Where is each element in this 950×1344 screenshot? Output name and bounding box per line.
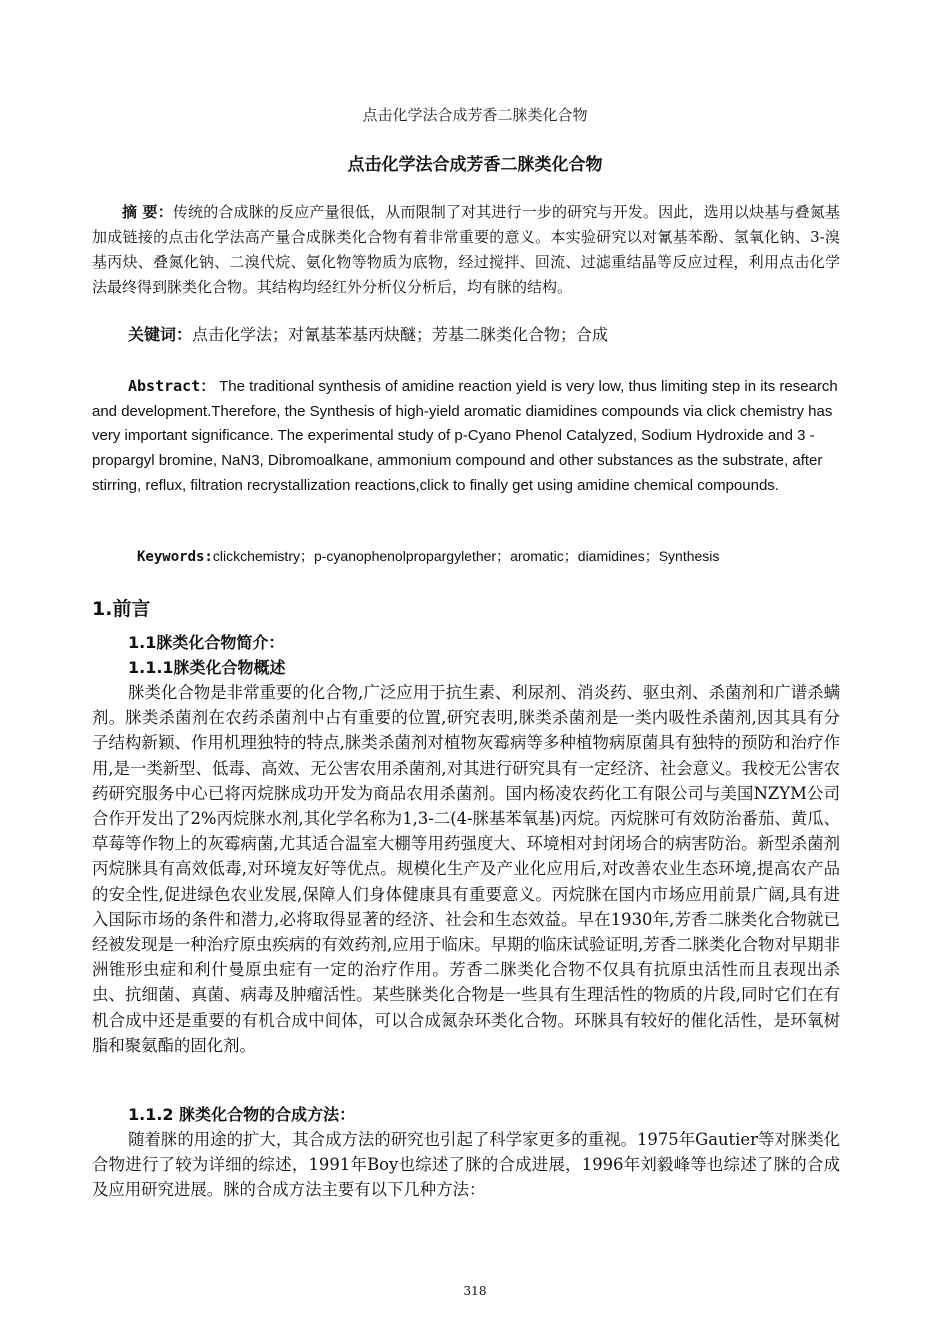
abstract-chinese — [92, 200, 840, 300]
page-number: 318 — [463, 1284, 487, 1298]
abstract-cn-label: 摘 要： — [122, 203, 173, 221]
abstract-en-label: Abstract： — [128, 377, 216, 395]
paragraph-1-1-1: 脒类化合物是非常重要的化合物,广泛应用于抗生素、利尿剂、消炎药、驱虫剂、杀菌剂和广谱杀螨剂。脒类杀菌剂在农药杀菌剂中占有重要的位置,研究表明,脒类杀菌剂是一类内吸性杀菌剂,因其具有分子结构新颖、作用机理独特的特点,脒类杀菌剂对植物灰霉病等多种植物病原菌具有独特的预防和治疗作用,是一类新型、低毒、高效、无公害农用杀菌剂,对其进行研究具有一定经济、社会意义。我校无公害农药研究服务中心已将丙烷脒成功开发为商品农用杀菌剂。国内杨凌农药化工有限公司与美国NZYM公司合作开发出了2%丙烷脒水剂,其化学名称为1,3-二(4-脒基苯氧基)丙烷。丙烷脒可有效防治番茄、黄瓜、草莓等作物上的灰霉病菌,尤其适合温室大棚等用药强度大、环境相对封闭场合的病害防治。新型杀菌剂丙烷脒具有高效低毒,对环境友好等优点。规模化生产及产业化应用后,对改善农业生态环境,提高农产品的安全性,促进绿色农业发展,保障人们身体健康具有重要意义。丙烷脒在国内市场应用前景广阔,具有进入国际市场的条件和潜力,必将取得显著的经济、社会和生态效益。早在1930年,芳香二脒类化合物就已经被发现是一种治疗原虫疾病的有效药剂,应用于临床。早期的临床试验证明,芳香二脒类化合物对早期非洲锥形虫症和利什曼原虫症有一定的治疗作用。芳香二脒类化合物不仅具有抗原虫活性而且表现出杀虫、抗细菌、真菌、病毒及肿瘤活性。某些脒类化合物是一些具有生理活性的物质的片段,同时它们在有机合成中还是重要的有机合成中间体，可以合成氮杂环类化合物。环脒具有较好的催化活性，是环氧树脂和聚氨酯的固化剂。 — [92, 683, 840, 1055]
running-head: 点击化学法合成芳香二脒类化合物 — [362, 106, 588, 124]
keywords-chinese — [128, 322, 848, 345]
keywords-en-text: clickchemistry；p-cyanophenolpropargylether；aromatic；diamidines；Synthesis — [212, 548, 720, 564]
section-heading-1: 1.前言 — [92, 598, 151, 620]
subsection-heading-1-1: 1.1脒类化合物简介： — [128, 633, 285, 652]
keywords-en-label: Keywords: — [137, 549, 213, 565]
keywords-cn-label: 关键词： — [128, 325, 193, 344]
keywords-english — [137, 546, 857, 566]
paper-title: 点击化学法合成芳香二脒类化合物 — [347, 155, 603, 175]
abstract-english — [92, 374, 840, 499]
subsection-heading-1-1-1: 1.1.1脒类化合物概述 — [128, 658, 286, 677]
keywords-cn-text: 点击化学法；对氰基苯基丙炔醚；芳基二脒类化合物；合成 — [192, 325, 609, 344]
abstract-cn-text: 传统的合成脒的反应产量很低，从而限制了对其进行一步的研究与开发。因此，选用以炔基与叠氮基加成链接的点击化学法高产量合成脒类化合物有着非常重要的意义。本实验研究以对氰基苯酚、氢氧化钠、3-溴基丙炔、叠氮化钠、二溴代烷、氨化物等物质为底物，经过搅拌、回流、过滤重结晶等反应过程，利用点击化学法最终得到脒类化合物。其结构均经红外分析仪分析后，均有脒的结构。 — [92, 203, 840, 296]
abstract-en-text: The traditional synthesis of amidine reaction yield is very low, thus limiting step in its research and development.Therefore, the Synthesis of high-yield aromatic diamidines compounds via click chemistry has very important significance. The experimental study of p-Cyano Phenol Catalyzed, Sodium Hydroxide and 3 - propargyl bromine, NaN3, Dibromoalkane, ammonium compound and other substances as the substrate, after stirring, reflux, filtration recrystallization reactions,click to finally get using amidine chemical compounds. — [92, 378, 838, 494]
subsection-heading-1-1-2: 1.1.2 脒类化合物的合成方法： — [128, 1105, 356, 1124]
paragraph-1-1-2: 随着脒的用途的扩大，其合成方法的研究也引起了科学家更多的重视。1975年Gautier等对脒类化合物进行了较为详细的综述，1991年Boy也综述了脒的合成进展，1996年刘毅峰等也综述了脒的合成及应用研究进展。脒的合成方法主要有以下几种方法： — [92, 1130, 840, 1200]
